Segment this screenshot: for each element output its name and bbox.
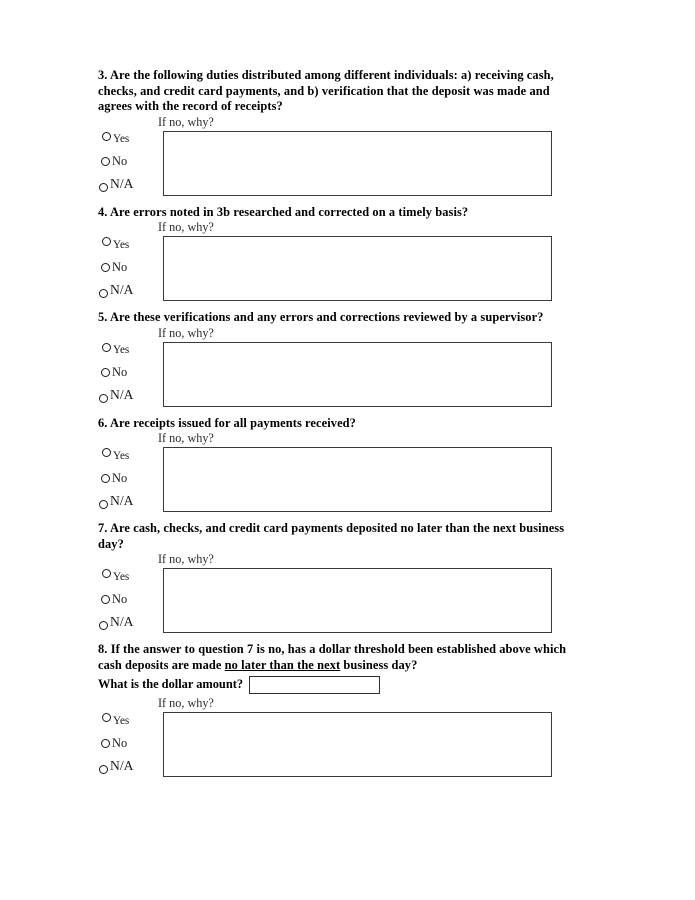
radio-option-no-4[interactable] <box>98 255 156 279</box>
radio-label-no: No <box>112 591 128 606</box>
radio-label-no: No <box>112 259 128 274</box>
if-no-why-textarea-4[interactable] <box>163 236 552 301</box>
radio-option-yes-7[interactable] <box>98 563 156 587</box>
radio-circle-icon[interactable] <box>99 765 108 774</box>
dollar-amount-label: What is the dollar amount? <box>98 677 244 692</box>
radio-option-no-7[interactable] <box>98 587 156 611</box>
question-block-8 <box>98 642 598 780</box>
answer-area-8 <box>98 696 598 780</box>
if-no-why-label-8: If no, why? <box>158 696 214 710</box>
question-text-8 <box>98 642 580 673</box>
question-block-6 <box>98 416 598 516</box>
answer-area-6 <box>98 431 598 515</box>
answer-area-7 <box>98 552 598 636</box>
radio-option-yes-8[interactable] <box>98 707 156 731</box>
radio-label-no: No <box>112 470 128 485</box>
if-no-why-textarea-5[interactable] <box>163 342 552 407</box>
question-block-3 <box>98 68 598 199</box>
radio-option-na-3[interactable] <box>98 174 156 198</box>
radio-option-yes-6[interactable] <box>98 442 156 466</box>
question-text-8-part1: 8. If the answer to question 7 is no, has a dollar threshold been established above which cash deposits are made <box>98 642 567 672</box>
radio-circle-icon[interactable] <box>102 713 111 722</box>
if-no-why-textarea-6[interactable] <box>163 447 552 512</box>
question-text-7: 7. Are cash, checks, and credit card payments deposited no later than the next business day? <box>98 521 565 551</box>
radio-label-na: N/A <box>110 757 134 773</box>
question-text-4: 4. Are errors noted in 3b researched and corrected on a timely basis? <box>98 204 469 219</box>
if-no-why-label-5: If no, why? <box>158 325 214 340</box>
radio-circle-icon[interactable] <box>99 394 108 403</box>
radio-option-no-3[interactable] <box>98 150 156 174</box>
radio-option-yes-5[interactable] <box>98 337 156 361</box>
radio-circle-icon[interactable] <box>101 368 110 377</box>
radio-option-na-8[interactable] <box>98 755 156 779</box>
radio-option-na-4[interactable] <box>98 279 156 303</box>
radio-circle-icon[interactable] <box>102 343 111 352</box>
if-no-why-label-4: If no, why? <box>158 220 214 234</box>
if-no-why-textarea-7[interactable] <box>163 568 552 633</box>
radio-circle-icon[interactable] <box>99 621 108 630</box>
radio-label-na: N/A <box>110 492 134 508</box>
radio-label-yes: Yes <box>113 344 130 356</box>
radio-label-yes: Yes <box>113 570 130 583</box>
question-text-6: 6. Are receipts issued for all payments received? <box>98 415 356 430</box>
if-no-why-textarea-8[interactable] <box>163 712 552 777</box>
radio-circle-icon[interactable] <box>102 132 111 141</box>
answer-area-3 <box>98 115 598 199</box>
radio-circle-icon[interactable] <box>99 289 108 298</box>
radio-option-no-8[interactable] <box>98 731 156 755</box>
radio-circle-icon[interactable] <box>101 474 110 483</box>
question-text-8-part2: business day? <box>340 657 418 672</box>
radio-option-no-6[interactable] <box>98 466 156 490</box>
radio-label-na: N/A <box>110 281 134 297</box>
question-text-5: 5. Are these verifications and any errors and corrections reviewed by a supervisor? <box>98 310 544 324</box>
radio-group-6 <box>98 442 156 514</box>
radio-label-no: No <box>112 365 128 379</box>
radio-circle-icon[interactable] <box>102 448 111 457</box>
radio-label-yes: Yes <box>113 238 130 251</box>
if-no-why-label-3: If no, why? <box>158 114 214 129</box>
radio-option-na-5[interactable] <box>98 385 156 409</box>
radio-label-na: N/A <box>110 613 134 629</box>
radio-option-na-7[interactable] <box>98 611 156 635</box>
radio-label-yes: Yes <box>113 449 130 462</box>
radio-circle-icon[interactable] <box>102 237 111 246</box>
radio-circle-icon[interactable] <box>101 595 110 604</box>
radio-label-na: N/A <box>110 387 134 402</box>
radio-group-5 <box>98 337 156 409</box>
radio-label-yes: Yes <box>113 133 130 145</box>
question-block-7 <box>98 521 598 636</box>
radio-circle-icon[interactable] <box>101 739 110 748</box>
radio-option-na-6[interactable] <box>98 490 156 514</box>
form-content <box>98 68 598 786</box>
radio-label-yes: Yes <box>113 714 130 727</box>
radio-option-yes-4[interactable] <box>98 231 156 255</box>
radio-option-yes-3[interactable] <box>98 126 156 150</box>
radio-group-8 <box>98 707 156 779</box>
radio-label-na: N/A <box>110 176 134 191</box>
radio-circle-icon[interactable] <box>99 183 108 192</box>
if-no-why-label-7: If no, why? <box>158 552 214 566</box>
question-block-5 <box>98 310 598 410</box>
answer-area-5 <box>98 326 598 410</box>
radio-circle-icon[interactable] <box>102 569 111 578</box>
radio-circle-icon[interactable] <box>99 500 108 509</box>
radio-group-3 <box>98 126 156 198</box>
question-text-8-underlined: no later than the next <box>224 657 341 672</box>
radio-label-no: No <box>112 154 128 168</box>
radio-circle-icon[interactable] <box>101 263 110 272</box>
answer-area-4 <box>98 220 598 304</box>
if-no-why-textarea-3[interactable] <box>163 131 552 196</box>
radio-label-no: No <box>112 735 128 750</box>
radio-group-4 <box>98 231 156 303</box>
dollar-amount-input[interactable] <box>249 676 380 694</box>
radio-circle-icon[interactable] <box>101 157 110 166</box>
radio-option-no-5[interactable] <box>98 361 156 385</box>
if-no-why-label-6: If no, why? <box>158 431 214 445</box>
dollar-amount-row <box>98 674 598 696</box>
question-text-3: 3. Are the following duties distributed among different individuals: a) receiving cash, checks, and credit card payments, and b) verification that the deposit was made and agrees with the record of receipts? <box>98 68 554 113</box>
radio-group-7 <box>98 563 156 635</box>
question-block-4 <box>98 205 598 305</box>
